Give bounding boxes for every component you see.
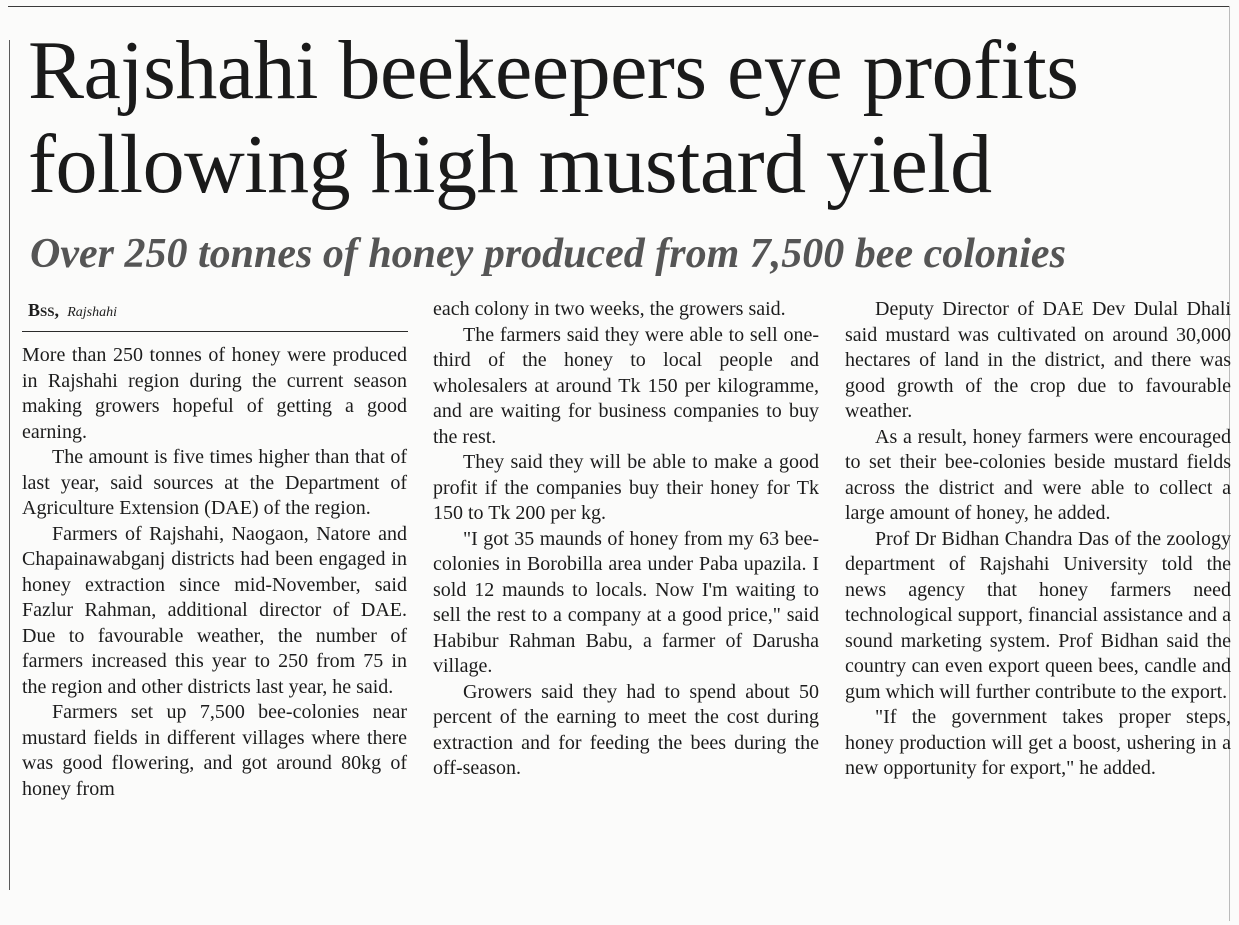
paragraph: Deputy Director of DAE Dev Dulal Dhali said mustard was cultivated on around 30,000 hectares of land in the district, and there was good growth of the crop due to favourable weather.	[845, 298, 1231, 422]
subheadline: Over 250 tonnes of honey produced from 7,500 bee colonies	[30, 231, 1066, 277]
paragraph: each colony in two weeks, the growers said.	[433, 298, 786, 320]
byline	[28, 298, 117, 325]
headline-line-2: following high mustard yield	[28, 118, 992, 211]
byline-place: Rajshahi	[67, 305, 117, 320]
headline-line-1: Rajshahi beekeepers eye profits	[28, 24, 1079, 117]
article-column-2	[433, 297, 819, 897]
paragraph: The farmers said they were able to sell one-third of the honey to local people and wholesalers at around Tk 150 per kilogramme, and are waiting for business companies to buy the rest.	[433, 323, 819, 448]
paragraph: Farmers set up 7,500 bee-colonies near mustard fields in different villages where there was good flowering, and got around 80kg of honey from	[22, 701, 407, 800]
paragraph: More than 250 tonnes of honey were produced in Rajshahi region during the current season making growers hopeful of getting a good earning.	[22, 344, 407, 443]
headline	[28, 24, 1228, 212]
article-column-1	[22, 343, 407, 898]
paragraph: As a result, honey farmers were encouraged to set their bee-colonies beside mustard fields across the district and were able to collect a large amount of honey, he added.	[845, 425, 1231, 524]
byline-rule	[22, 331, 408, 332]
top-rule	[8, 6, 1230, 7]
byline-agency: Bss,	[28, 300, 59, 320]
left-rule	[9, 40, 10, 890]
paragraph: "I got 35 maunds of honey from my 63 bee-colonies in Borobilla area under Paba upazila. I sold 12 maunds to locals. Now I'm waiting to sell the rest to a company at a good price," said Habibur Rahman Babu, a farmer of Darusha village.	[433, 527, 819, 677]
paragraph: Growers said they had to spend about 50 percent of the earning to meet the cost during extraction and for feeding the bees during the off-season.	[433, 680, 819, 779]
article-column-3	[845, 297, 1231, 897]
paragraph: "If the government takes proper steps, honey production will get a boost, ushering in a new opportunity for export," he added.	[845, 706, 1231, 779]
paragraph: Farmers of Rajshahi, Naogaon, Natore and Chapainawabganj districts had been engaged in honey extraction since mid-November, said Fazlur Rahman, additional director of DAE. Due to favourable weather, the number of farmers increased this year to 250 from 75 in the region and other districts last year, he said.	[22, 522, 407, 698]
paragraph: The amount is five times higher than that of last year, said sources at the Department of Agriculture Extension (DAE) of the region.	[22, 446, 407, 519]
paragraph: They said they will be able to make a good profit if the companies buy their honey for Tk 150 to Tk 200 per kg.	[433, 451, 819, 524]
paragraph: Prof Dr Bidhan Chandra Das of the zoology department of Rajshahi University told the news agency that honey farmers need technological support, financial assistance and a sound marketing system. Prof Bidhan said the country can even export queen bees, candle and gum which will further contribute to the export.	[845, 527, 1231, 703]
